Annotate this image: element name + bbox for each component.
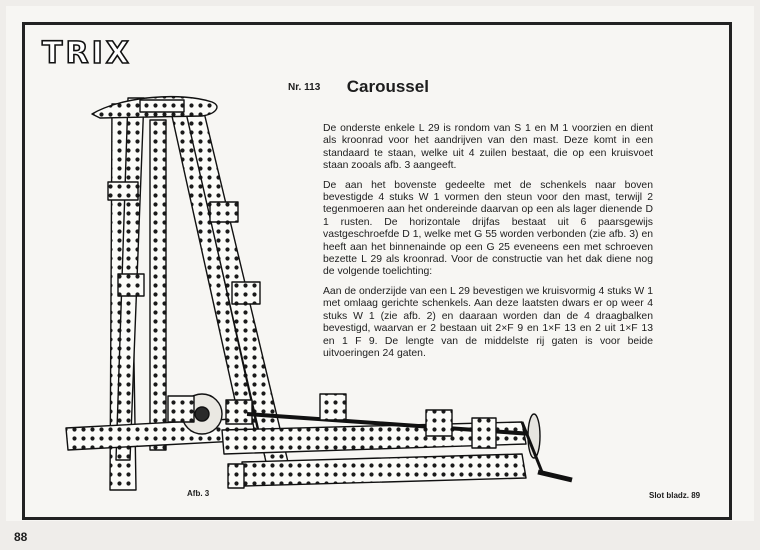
paragraph-1: De onderste enkele L 29 is rondom van S 1 en M 1 voorzien en dient als kroonrad voor het aandrijven van den mast. Deze komt in een standaard te staan, welke uit 4 zuilen bestaat, die op een kruisvoet staan zooals afb. 3 aangeeft. [323, 123, 653, 172]
shaft-coupling [426, 410, 452, 436]
tower-brace [118, 274, 144, 296]
central-mast [150, 120, 166, 450]
model-number: Nr. 113 [288, 81, 321, 93]
crank-grip [538, 472, 572, 480]
page-number: 88 [14, 530, 28, 544]
figure-caption: Afb. 3 [187, 489, 210, 498]
paragraph-3: Aan de onderzijde van een L 29 bevestigen we kruisvormig 4 stuks W 1 met omlaag gerichte schenkels. Aan deze laatsten dwars er op weer 4 stuks W 1 (zie afb. 2) en daaraan worden dan de 4 draagbalken bevestigd, waarvan er 2 bestaan uit 2×F 9 en 1×F 13 en 2 uit 1×F 13 en 1 F 9. De lengte van de middelste rij gaten is voor beide uitvoeringen 24 gaten. [323, 285, 653, 359]
continued-reference: Slot bladz. 89 [649, 491, 701, 500]
tower-brace [232, 282, 260, 304]
model-title: Caroussel [346, 77, 429, 96]
paragraph-2: De aan het bovenste gedeelte met de schenkels naar boven bevestigde 4 stuks W 1 vormen den steun voor den mast, terwijl 2 tegenmoeren aan het ondereinde daarvan op een als lager dienende D 1 rusten. De horizontale drijfas bestaat uit 6 paarsgewijs vastgeschroefde D 1, welke met G 55 worden verbonden (zie afb. 3) en heeft aan het binnenainde op een G 25 eveneens een met schroeven bezette L 29 als kroonrad. Voor de constructie van het dak diene nog de volgende toelichting: [323, 179, 653, 278]
gear-block [168, 396, 194, 422]
shaft-coupling [320, 394, 346, 420]
construction-model-illustration [52, 92, 612, 492]
gear-block [226, 400, 252, 424]
tower-brace [108, 182, 138, 200]
tower-cap-plate [140, 100, 184, 112]
shaft-coupling [472, 418, 496, 448]
trix-logo: TRIX [42, 36, 132, 71]
crown-gear-hub [195, 407, 209, 421]
tower-brace [210, 202, 238, 222]
base-beam [228, 464, 244, 488]
